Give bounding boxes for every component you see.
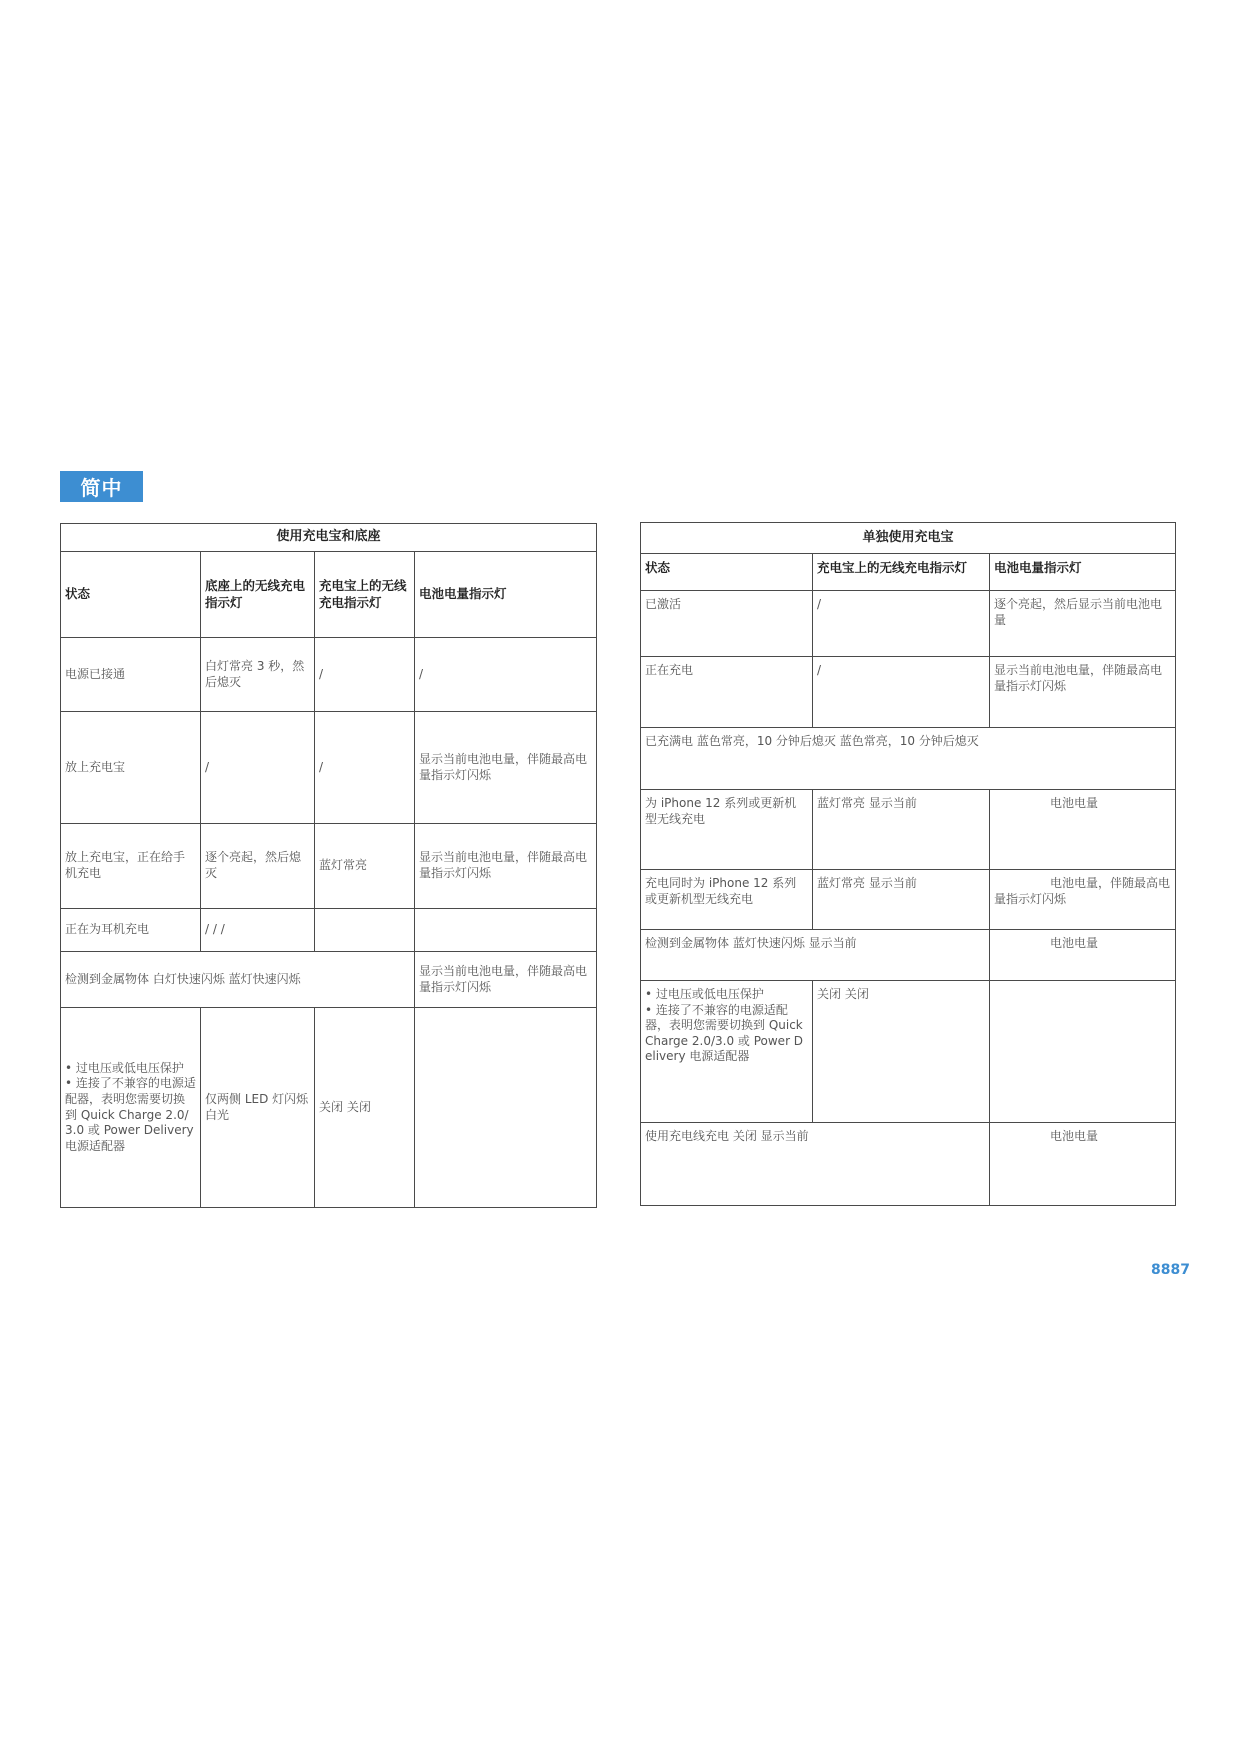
column-header: 状态 <box>61 552 201 638</box>
table-cell: 白灯常亮 3 秒，然后熄灭 <box>201 638 315 712</box>
table-cell: 电池电量 <box>990 790 1176 870</box>
table-cell: 显示当前电池电量，伴随最高电量指示灯闪烁 <box>990 657 1176 728</box>
table-row <box>641 981 1176 1123</box>
table-cell <box>415 909 597 952</box>
column-header: 充电宝上的无线充电指示灯 <box>315 552 415 638</box>
table-cell: 电源已接通 <box>61 638 201 712</box>
table-cell: / <box>415 638 597 712</box>
table-cell: 蓝灯常亮 <box>315 824 415 909</box>
table-cell: 电池电量 <box>990 1123 1176 1206</box>
table-row <box>641 591 1176 657</box>
table-cell: 放上充电宝，正在给手机充电 <box>61 824 201 909</box>
table-title: 单独使用充电宝 <box>641 523 1176 554</box>
table-cell: 蓝灯常亮 显示当前 <box>813 790 990 870</box>
column-header: 电池电量指示灯 <box>990 554 1176 591</box>
table-cell: 充电同时为 iPhone 12 系列或更新机型无线充电 <box>641 870 813 930</box>
table-cell: 逐个亮起，然后熄灭 <box>201 824 315 909</box>
table-row <box>61 824 597 909</box>
table-cell: / <box>813 591 990 657</box>
column-header: 底座上的无线充电指示灯 <box>201 552 315 638</box>
table-cell: / <box>315 638 415 712</box>
table-cell: 蓝灯常亮 显示当前 <box>813 870 990 930</box>
table-cell: / <box>813 657 990 728</box>
table-cell: / / / <box>201 909 315 952</box>
column-header: 状态 <box>641 554 813 591</box>
table-cell: 显示当前电池电量，伴随最高电量指示灯闪烁 <box>415 952 597 1008</box>
table-cell: 电池电量 <box>990 930 1176 981</box>
table-row <box>641 930 1176 981</box>
table-cell: 逐个亮起，然后显示当前电池电量 <box>990 591 1176 657</box>
column-header: 电池电量指示灯 <box>415 552 597 638</box>
table-row <box>641 870 1176 930</box>
table-cell <box>415 1008 597 1208</box>
table-row <box>61 712 597 824</box>
table-cell: 为 iPhone 12 系列或更新机型无线充电 <box>641 790 813 870</box>
table-cell <box>990 981 1176 1123</box>
table-cell: 电池电量，伴随最高电量指示灯闪烁 <box>990 870 1176 930</box>
table-row <box>61 909 597 952</box>
table-cell: 正在充电 <box>641 657 813 728</box>
table-cell: 放上充电宝 <box>61 712 201 824</box>
table-cell: 使用充电线充电 关闭 显示当前 <box>641 1123 990 1206</box>
table-cell: • 过电压或低电压保护 • 连接了不兼容的电源适配器，表明您需要切换到 Quick Charge 2.0/3.0 或 Power Delivery 电源适配器 <box>61 1008 201 1208</box>
table-cell: / <box>201 712 315 824</box>
table-cell: 关闭 关闭 <box>315 1008 415 1208</box>
table-cell: 检测到金属物体 白灯快速闪烁 蓝灯快速闪烁 <box>61 952 415 1008</box>
table-row <box>641 1123 1176 1206</box>
page-number: 8887 <box>1151 1262 1190 1278</box>
table-title: 使用充电宝和底座 <box>61 524 597 552</box>
table-cell: 检测到金属物体 蓝灯快速闪烁 显示当前 <box>641 930 990 981</box>
table-cell: 已激活 <box>641 591 813 657</box>
table-row <box>641 790 1176 870</box>
table-row <box>61 952 597 1008</box>
table-with-dock <box>60 523 597 1208</box>
table-cell: • 过电压或低电压保护 • 连接了不兼容的电源适配器，表明您需要切换到 Quick Charge 2.0/3.0 或 Power Delivery 电源适配器 <box>641 981 813 1123</box>
table-cell: 已充满电 蓝色常亮，10 分钟后熄灭 蓝色常亮，10 分钟后熄灭 <box>641 728 1176 790</box>
table-row <box>61 1008 597 1208</box>
table-cell: 仅两侧 LED 灯闪烁白光 <box>201 1008 315 1208</box>
language-badge: 简中 <box>60 471 143 502</box>
table-cell: 显示当前电池电量，伴随最高电量指示灯闪烁 <box>415 712 597 824</box>
table-row <box>61 638 597 712</box>
column-header: 充电宝上的无线充电指示灯 <box>813 554 990 591</box>
table-cell: 正在为耳机充电 <box>61 909 201 952</box>
table-power-bank-only <box>640 522 1176 1206</box>
table-cell: 显示当前电池电量，伴随最高电量指示灯闪烁 <box>415 824 597 909</box>
table-cell: / <box>315 712 415 824</box>
table-cell <box>315 909 415 952</box>
table-row <box>641 728 1176 790</box>
table-cell: 关闭 关闭 <box>813 981 990 1123</box>
table-row <box>641 657 1176 728</box>
